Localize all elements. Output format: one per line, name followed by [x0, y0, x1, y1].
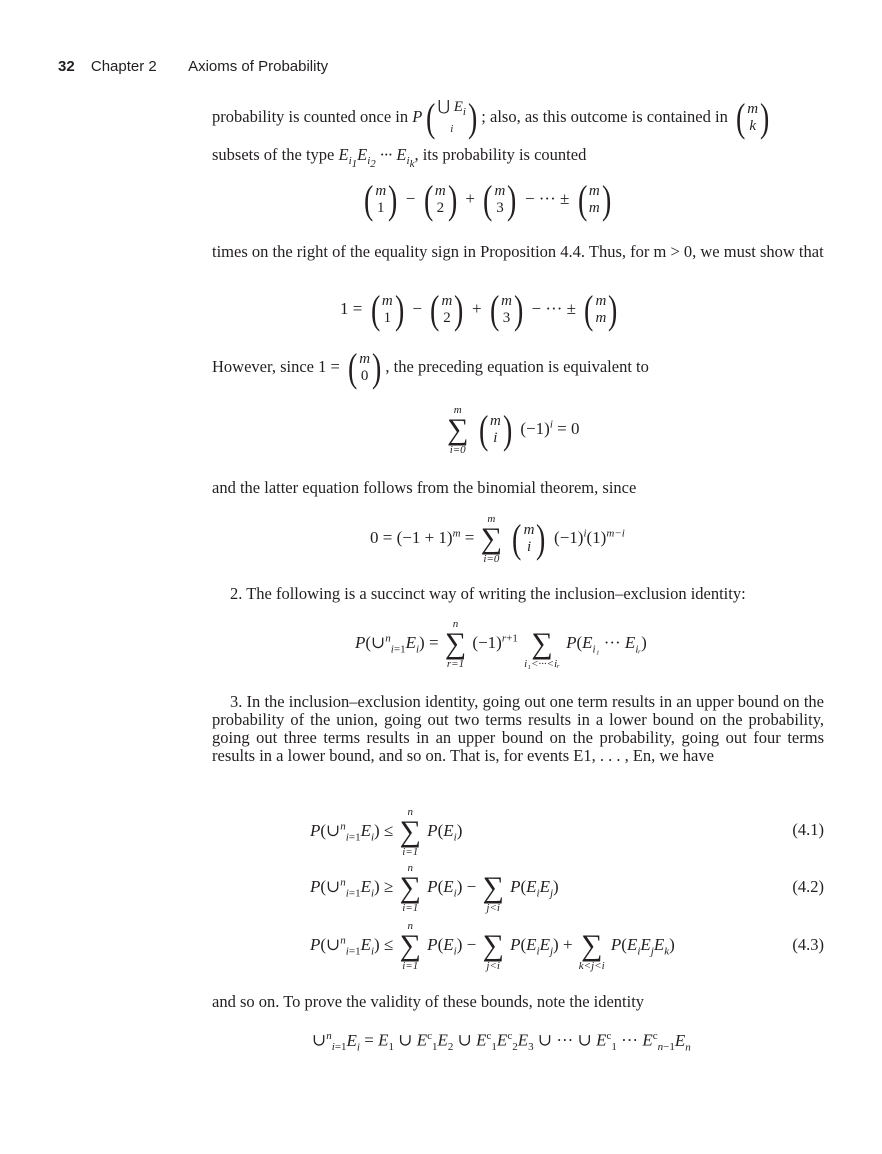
text-p1a: probability is counted once in — [212, 106, 409, 126]
paragraph-1-cont: subsets of the type $E_{i_1}E_{i_2}$ ··· $E_{i_k}$, its probability is counted — [212, 145, 587, 171]
equation-4-1: $P(\cup^n_{i=1}E_i)$ ≤ n ∑ i=1 $P(E_i)$ — [310, 806, 463, 858]
equation-union-identity: $\cup^n_{i=1}E_i = E_1$ ∪ $E^c_1E_2$ ∪ $E^c_1E^c_2E_3$ ∪ ··· ∪ $E^c_1$ ··· $E^c_{n-1}E_n$ — [312, 1030, 691, 1054]
paragraph-4: and the latter equation follows from the binomial theorem, since — [212, 478, 637, 497]
paragraph-2: times on the right of the equality sign in Proposition 4.4. Thus, for m > 0, we must show that — [212, 242, 824, 261]
equation-number-4-1: (4.1) — [792, 820, 824, 839]
chapter-title: Axioms of Probability — [188, 58, 329, 75]
equation-number-4-2: (4.2) — [792, 877, 824, 896]
paragraph-5: 2. The following is a succinct way of writing the inclusion–exclusion identity: — [230, 584, 746, 603]
text-p1c: subsets of the type — [212, 145, 335, 164]
text-p1d: , its probability is counted — [414, 145, 587, 164]
paragraph-7: and so on. To prove the validity of these bounds, note the identity — [212, 992, 645, 1011]
equation-4-2: $P(\cup^n_{i=1}E_i)$ ≥ n ∑ i=1 $P(E_i)$ − ∑ j<i $P(E_iE_j)$ — [310, 862, 559, 914]
equation-binomial-theorem: $0 = (-1 + 1)^m$ = m ∑ i=0 ( m i ) $(-1)^i(1)^{m-i}$ — [370, 513, 625, 565]
text-p1b: ; also, as this outcome is contained in — [481, 106, 728, 126]
paragraph-6: 3. In the inclusion–exclusion identity, going out one term results in an upper bound on the probability of the union, going out two terms results in a lower bound on the probability, going out three terms results in an upper bound on the probability, going out four terms results in a lower bound, and so on. That is, for events E1, . . . , En, we have — [212, 692, 824, 765]
equation-inclusion-exclusion: $P(\cup^n_{i=1}E_i)$ = n ∑ r=1 $(-1)^{r+1}$ ∑ i₁<···<iᵣ $P(E_{i_1}$ ··· $E_{iᵣ}$) — [355, 618, 647, 670]
paragraph-1: probability is counted once in P ( ⋃ $E_i$ i ) ; also, as this outcome is contained in ( m k ) — [212, 95, 770, 140]
text-p3a: However, since 1 = — [212, 356, 340, 376]
running-header — [58, 58, 328, 75]
text-p3b: , the preceding equation is equivalent to — [385, 356, 649, 376]
equation-4-3: $P(\cup^n_{i=1}E_i)$ ≤ n ∑ i=1 $P(E_i)$ − ∑ j<i $P(E_iE_j)$ + ∑ k<j<i $P(E_iE_jE_k)$ — [310, 920, 675, 972]
equation-sum-zero: m ∑ i=0 ( m i ) $(-1)^i = 0$ — [447, 404, 580, 456]
equation-one: 1 = ( m 1 ) − ( m 2 ) + ( m 3 ) − ··· ± ( m m ) — [340, 287, 618, 332]
chapter-label: Chapter 2 — [90, 58, 157, 75]
page-number: 32 — [58, 58, 75, 75]
equation-binomial-sum: ( m 1 ) − ( m 2 ) + ( m 3 ) − ··· ± ( m m ) — [363, 177, 612, 222]
equation-number-4-3: (4.3) — [792, 935, 824, 954]
paragraph-3: However, since 1 = ( m 0 ) , the preceding equation is equivalent to — [212, 345, 649, 390]
